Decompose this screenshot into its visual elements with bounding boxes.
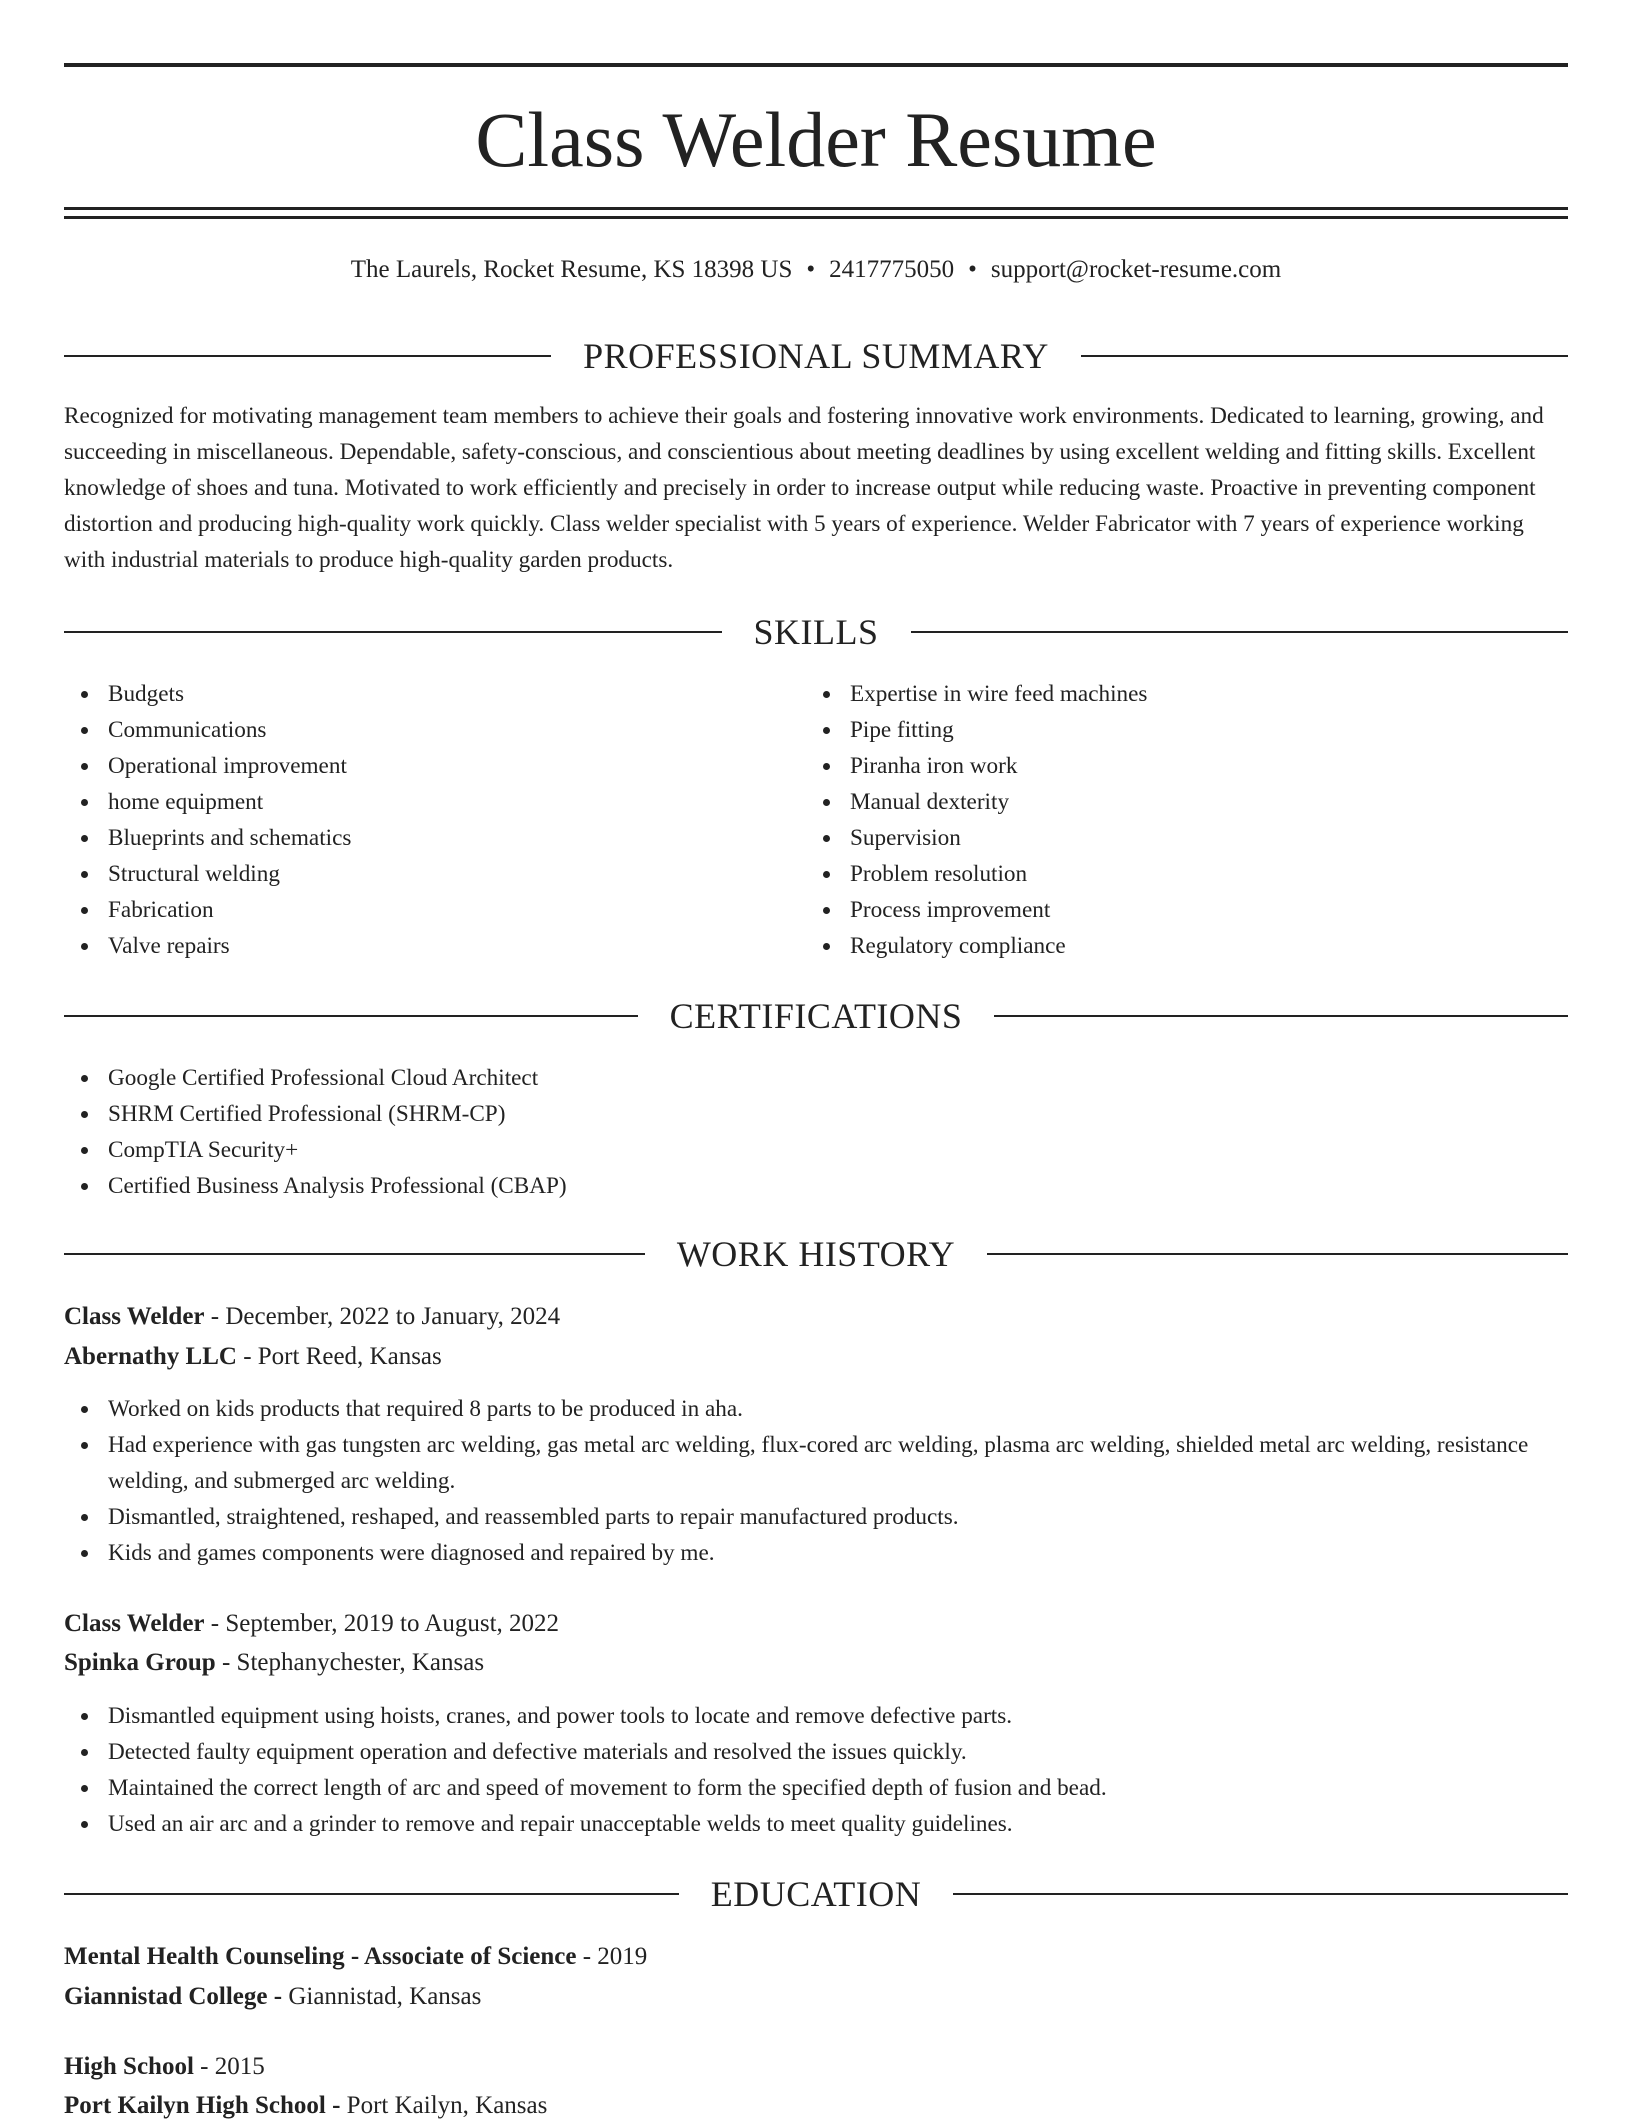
education-2-degree-line: [64, 2049, 265, 2085]
certification-item: SHRM Certified Professional (SHRM-CP): [64, 1096, 1568, 1132]
job-bullet: Dismantled equipment using hoists, cranes, and power tools to locate and remove defective parts.: [64, 1698, 1568, 1734]
job-2-company-line: [64, 1645, 484, 1681]
section-divider: [1081, 355, 1568, 357]
job-1-company-line: [64, 1339, 442, 1375]
certifications-list: [64, 1060, 1568, 1204]
education-location: Port Kailyn, Kansas: [340, 2092, 548, 2119]
title-double-rule-lower: [64, 216, 1568, 219]
job-company: Abernathy LLC: [64, 1343, 237, 1370]
job-2-title-line: [64, 1606, 559, 1642]
job-title: Class Welder: [64, 1610, 205, 1637]
skill-item: Manual dexterity: [806, 784, 1506, 820]
education-2-school-line: Port Kailyn High School - Port Kailyn, Kansas: [64, 2092, 548, 2119]
skill-item: Communications: [64, 712, 764, 748]
section-header-skills: [64, 610, 1568, 654]
section-divider: [64, 1893, 679, 1895]
job-bullet: Used an air arc and a grinder to remove and repair unacceptable welds to meet quality guidelines.: [64, 1806, 1568, 1842]
education-1-school-line: Giannistad College - Giannistad, Kansas: [64, 1983, 482, 2010]
education-year: - 2015: [193, 2053, 265, 2080]
section-header-certifications: [64, 994, 1568, 1038]
section-header-summary: [64, 334, 1568, 378]
skill-item: home equipment: [64, 784, 764, 820]
education-degree: High School: [64, 2053, 194, 2080]
skills-list-right: [806, 676, 1506, 964]
section-divider: [911, 631, 1569, 633]
skill-item: Problem resolution: [806, 856, 1506, 892]
contact-separator: •: [968, 256, 977, 283]
job-bullet: Dismantled, straightened, reshaped, and reassembled parts to repair manufactured products.: [64, 1499, 1568, 1535]
job-dates: - September, 2019 to August, 2022: [204, 1610, 560, 1637]
job-bullet: Maintained the correct length of arc and speed of movement to form the specified depth of fusion and bead.: [64, 1770, 1568, 1806]
skill-item: Blueprints and schematics: [64, 820, 764, 856]
education-school: Port Kailyn High School: [64, 2092, 326, 2119]
skill-item: Regulatory compliance: [806, 928, 1506, 964]
section-title-work-history: WORK HISTORY: [676, 1234, 956, 1274]
skill-item: Valve repairs: [64, 928, 764, 964]
contact-email: support@rocket-resume.com: [990, 256, 1282, 283]
section-title-certifications: CERTIFICATIONS: [669, 996, 963, 1036]
section-header-education: [64, 1872, 1568, 1916]
job-company: Spinka Group: [64, 1649, 216, 1676]
job-location: - Port Reed, Kansas: [236, 1343, 442, 1370]
job-bullet: Kids and games components were diagnosed and repaired by me.: [64, 1535, 1568, 1571]
job-title: Class Welder: [64, 1303, 205, 1330]
education-location: Giannistad, Kansas: [282, 1983, 482, 2010]
skill-item: Operational improvement: [64, 748, 764, 784]
section-header-work-history: [64, 1232, 1568, 1276]
resume-title: Class Welder Resume: [475, 96, 1157, 183]
section-divider: [987, 1253, 1568, 1255]
skill-item: Fabrication: [64, 892, 764, 928]
certification-item: Google Certified Professional Cloud Architect: [64, 1060, 1568, 1096]
skills-list-left: [64, 676, 764, 964]
education-degree: Mental Health Counseling - Associate of Science: [64, 1943, 577, 1970]
job-bullet: Worked on kids products that required 8 parts to be produced in aha.: [64, 1391, 1568, 1427]
contact-address: The Laurels, Rocket Resume, KS 18398 US: [350, 256, 793, 283]
top-rule: [64, 63, 1568, 67]
section-divider: [994, 1015, 1568, 1017]
contact-phone: 2417775050: [829, 256, 955, 283]
education-school: Giannistad College: [64, 1983, 268, 2010]
skill-item: Process improvement: [806, 892, 1506, 928]
section-title-skills: SKILLS: [753, 612, 879, 652]
job-location: - Stephanychester, Kansas: [215, 1649, 485, 1676]
job-1-bullets: [64, 1391, 1568, 1571]
skill-item: Piranha iron work: [806, 748, 1506, 784]
skill-item: Expertise in wire feed machines: [806, 676, 1506, 712]
job-1-title-line: [64, 1299, 560, 1335]
summary-paragraph: Recognized for motivating management team members to achieve their goals and fostering innovative work environments. Dedicated to learning, growing, and succeeding in miscellaneous. Dependable, safety-conscious, and conscientious about meeting deadlines by using excellent welding and fitting skills. Excellent knowledge of shoes and tuna. Motivated to work efficiently and precisely in order to increase output while reducing waste. Proactive in preventing component distortion and producing high-quality work quickly. Class welder specialist with 5 years of experience. Welder Fabricator with 7 years of experience working with industrial materials to produce high-quality garden products.: [64, 403, 1544, 573]
certification-item: CompTIA Security+: [64, 1132, 1568, 1168]
skill-item: Pipe fitting: [806, 712, 1506, 748]
section-title-summary: PROFESSIONAL SUMMARY: [583, 336, 1049, 376]
contact-separator: •: [806, 256, 816, 283]
skill-item: Supervision: [806, 820, 1506, 856]
skill-item: Structural welding: [64, 856, 764, 892]
section-divider: [953, 1893, 1568, 1895]
job-bullet: Detected faulty equipment operation and defective materials and resolved the issues quickly.: [64, 1734, 1568, 1770]
job-2-bullets: [64, 1698, 1568, 1842]
education-1-degree-line: [64, 1939, 647, 1975]
section-title-education: EDUCATION: [710, 1874, 922, 1914]
certification-item: Certified Business Analysis Professional (CBAP): [64, 1168, 1568, 1204]
title-double-rule-upper: [64, 207, 1568, 210]
contact-line: [0, 253, 1632, 287]
education-year: - 2019: [576, 1943, 648, 1970]
section-divider: [64, 355, 551, 357]
job-bullet: Had experience with gas tungsten arc welding, gas metal arc welding, flux-cored arc welding, plasma arc welding, shielded metal arc welding, resistance welding, and submerged arc welding.: [64, 1427, 1568, 1499]
section-divider: [64, 631, 722, 633]
skill-item: Budgets: [64, 676, 764, 712]
job-dates: - December, 2022 to January, 2024: [204, 1303, 561, 1330]
section-divider: [64, 1253, 645, 1255]
section-divider: [64, 1015, 638, 1017]
